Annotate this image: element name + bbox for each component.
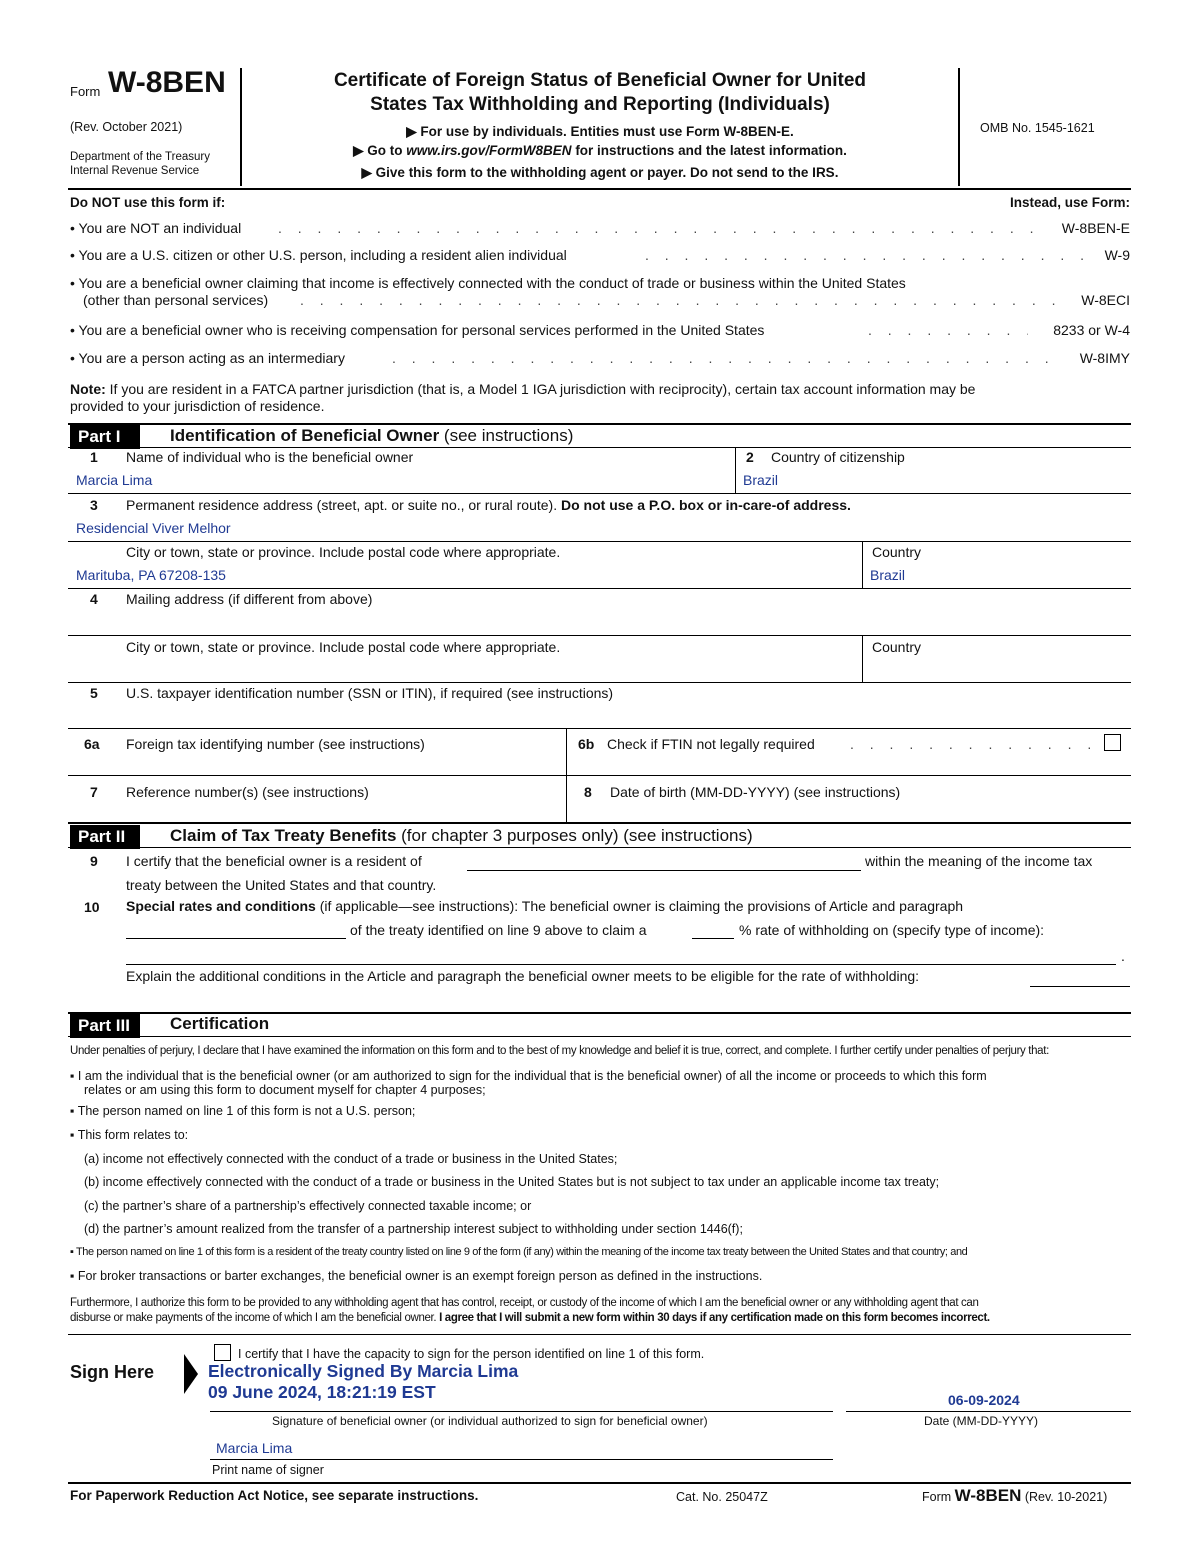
city4-label: City or town, state or province. Include postal code where appropriate. [126,639,561,655]
form-title-line2: States Tax Withholding and Reporting (Individuals) [370,94,830,115]
line1-name-value[interactable]: Marcia Lima [76,472,153,488]
line10-explain-field[interactable] [1030,986,1130,987]
instead-heading: Instead, use Form: [1009,195,1130,210]
cert-bullet-1: ▪ I am the individual that is the beneficial owner (or am authorized to sign for the individual that is the beneficial owner) of all the income or proceeds to which this form [70,1069,987,1083]
capacity-text: I certify that I have the capacity to sign for the person identified on line 1 of this form. [238,1347,705,1361]
line10-num: 10 [84,899,100,915]
donot-form: W-8ECI [1081,292,1130,308]
line10-text-line2b: % rate of withholding on (specify type of income): [739,922,1045,938]
instruction-2: ▶ Go to www.irs.gov/FormW8BEN for instructions and the latest information. [353,143,847,158]
signature-caption: Signature of beneficial owner (or individual authorized to sign for beneficial owner) [272,1414,708,1428]
line8-label: Date of birth (MM-DD-YYYY) (see instructions) [610,784,901,800]
note-line2: provided to your jurisdiction of residence. [70,398,325,414]
line6b-label: Check if FTIN not legally required [607,736,815,752]
country4-label: Country [872,639,922,655]
line3-label: Permanent residence address (street, apt. or suite no., or rural route). Do not use a P.O. box or in-care-of address. [126,497,851,513]
dept-line1: Department of the Treasury [70,151,210,163]
line4-label: Mailing address (if different from above) [126,591,373,607]
instruction-3: ▶ Give this form to the withholding agent or payer. Do not send to the IRS. [361,165,839,180]
date-caption: Date (MM-DD-YYYY) [924,1414,1039,1428]
cert-bullet-4: ▪ The person named on line 1 of this form is a resident of the treaty country listed on line 9 of the form (if any) within the meaning of the income tax treaty between the United States and that country; and [70,1246,968,1258]
cert-item-a: (a) income not effectively connected with the conduct of a trade or business in the United States; [84,1152,618,1166]
donot-item: • You are a U.S. citizen or other U.S. person, including a resident alien individual [70,247,567,263]
cert-bullet-5: ▪ For broker transactions or barter exchanges, the beneficial owner is an exempt foreign person as defined in the instructions. [70,1269,763,1283]
city-value[interactable]: Marituba, PA 67208-135 [76,567,226,583]
cert-bullet-2: ▪ The person named on line 1 of this form is not a U.S. person; [70,1104,416,1118]
line9-country-field[interactable] [467,870,861,871]
donot-item: • You are a beneficial owner who is receiving compensation for personal services performed in the United States [70,322,765,338]
line9-num: 9 [90,853,98,869]
line10-rate-field[interactable] [692,938,734,939]
paperwork-notice: For Paperwork Reduction Act Notice, see separate instructions. [70,1488,479,1503]
donot-item: • You are NOT an individual [70,220,242,236]
signature-date-value[interactable]: 06-09-2024 [948,1392,1020,1408]
arrow-right-icon: ▶ [361,165,376,180]
donot-form: 8233 or W-4 [1053,322,1130,338]
cert-item-c: (c) the partner’s share of a partnership’s effectively connected taxable income; or [84,1199,532,1213]
form-label: Form [70,84,101,99]
cert-item-b: (b) income effectively connected with the conduct of a trade or business in the United States but is not subject to tax under an applicable income tax treaty; [84,1175,940,1189]
form-title-line1: Certificate of Foreign Status of Beneficial Owner for United [333,70,867,91]
line1-num: 1 [90,449,98,465]
part3-label: Part III [70,1014,140,1038]
line10-period: . [1121,948,1125,964]
part2-label: Part II [70,825,140,849]
line5-num: 5 [90,685,98,701]
country-value[interactable]: Brazil [870,567,906,583]
line10-text-line2a: of the treaty identified on line 9 above to claim a [350,922,647,938]
line4-num: 4 [90,591,98,607]
form-id: W-8BEN [108,66,226,99]
line2-label: Country of citizenship [771,449,905,465]
part1-label: Part I [70,425,140,449]
part1-title: Identification of Beneficial Owner (see instructions) [170,426,574,445]
arrow-right-icon: ▶ [353,143,368,158]
donot-form: W-9 [1104,247,1130,263]
instruction-1: ▶ For use by individuals. Entities must use Form W-8BEN-E. [406,124,794,139]
furthermore-line2: disburse or make payments of the income of which I am the beneficial owner. I agree that I will submit a new form within 30 days if any certification made on this form becomes incorrect. [70,1312,990,1324]
cat-number: Cat. No. 25047Z [676,1490,768,1504]
line3-address-value[interactable]: Residencial Viver Melhor [76,520,231,536]
part2-title: Claim of Tax Treaty Benefits (for chapter 3 purposes only) (see instructions) [170,826,753,845]
print-name-value[interactable]: Marcia Lima [216,1440,293,1456]
footer-form: Form W-8BEN (Rev. 10-2021) [922,1486,1108,1505]
print-name-caption: Print name of signer [212,1463,324,1477]
revision: (Rev. October 2021) [70,120,183,134]
line3-num: 3 [90,497,98,513]
line6a-num: 6a [84,736,100,752]
line10-explain: Explain the additional conditions in the Article and paragraph the beneficial owner meets to be eligible for the rate of withholding: [126,968,920,984]
line9-text-line2: treaty between the United States and that country. [126,877,437,893]
line6a-label: Foreign tax identifying number (see instructions) [126,736,425,752]
line2-citizenship-value[interactable]: Brazil [743,472,779,488]
dept-line2: Internal Revenue Service [70,165,200,177]
sign-here-label: Sign Here [70,1362,155,1382]
furthermore-line1: Furthermore, I authorize this form to be provided to any withholding agent that has control, receipt, or custody of the income of which I am the beneficial owner or any withholding agent that can [70,1297,979,1309]
country-label: Country [872,544,922,560]
line10-article-field[interactable] [126,938,346,939]
line8-num: 8 [584,784,592,800]
cert-intro: Under penalties of perjury, I declare that I have examined the information on this form and to the best of my knowledge and belief it is true, correct, and complete. I further certify under penalties of perjury that: [70,1045,1049,1057]
donot-item: • You are a person acting as an intermediary [70,350,345,366]
city-label: City or town, state or province. Include postal code where appropriate. [126,544,561,560]
line1-label: Name of individual who is the beneficial owner [126,449,414,465]
arrow-right-icon: ▶ [406,124,421,139]
capacity-checkbox[interactable] [214,1344,231,1361]
line9-text: I certify that the beneficial owner is a resident of [126,853,422,869]
irs-url-link[interactable]: www.irs.gov/FormW8BEN [406,143,572,158]
line10-text: Special rates and conditions (if applicable—see instructions): The beneficial owner is claiming the provisions of Article and paragraph [126,898,964,914]
line6b-num: 6b [578,736,595,752]
line7-num: 7 [90,784,98,800]
part3-title: Certification [170,1014,270,1033]
omb-number: OMB No. 1545-1621 [980,121,1095,135]
sign-arrow-icon [184,1354,198,1394]
donot-item: • You are a beneficial owner claiming that income is effectively connected with the conduct of trade or business within the United States [70,275,906,291]
cert-bullet-3: ▪ This form relates to: [70,1128,189,1142]
line10-income-type-field[interactable] [126,964,1116,965]
ftin-not-required-checkbox[interactable] [1104,734,1121,751]
line2-num: 2 [746,449,754,465]
donot-item-line2: (other than personal services) [83,292,269,308]
note: Note: If you are resident in a FATCA partner jurisdiction (that is, a Model 1 IGA jurisdiction with reciprocity), certain tax account information may be [70,381,976,397]
cert-bullet-1-line2: relates or am using this form to document myself for chapter 4 purposes; [84,1083,486,1097]
donot-form: W-8IMY [1079,350,1130,366]
donot-form: W-8BEN-E [1061,220,1130,236]
electronic-signature-line2[interactable]: 09 June 2024, 18:21:19 EST [208,1382,436,1402]
electronic-signature-line1[interactable]: Electronically Signed By Marcia Lima [208,1361,519,1381]
line5-label: U.S. taxpayer identification number (SSN or ITIN), if required (see instructions) [126,685,614,701]
line9-text-post: within the meaning of the income tax [865,853,1093,869]
line7-label: Reference number(s) (see instructions) [126,784,369,800]
cert-item-d: (d) the partner’s amount realized from the transfer of a partnership interest subject to withholding under section 1446(f); [84,1222,743,1236]
donot-heading: Do NOT use this form if: [70,195,226,210]
